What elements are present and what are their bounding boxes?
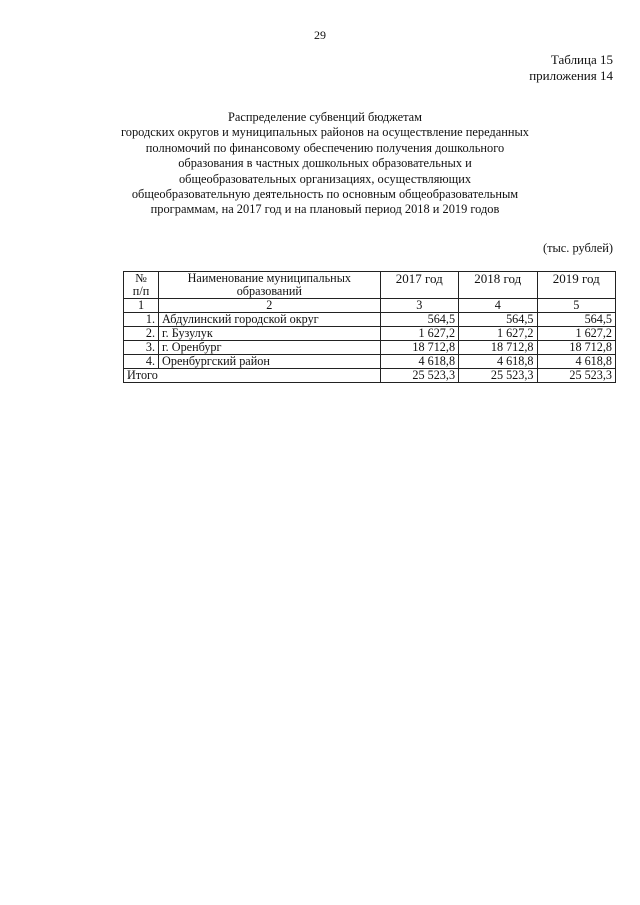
table-row — [124, 313, 616, 327]
row-number: 4. — [124, 355, 159, 369]
table-reference — [529, 52, 613, 84]
total-row — [124, 369, 616, 383]
column-index: 3 — [380, 299, 458, 313]
header-number-symbol: № — [135, 271, 147, 285]
row-value-2017: 18 712,8 — [380, 341, 458, 355]
row-name: г. Оренбург — [159, 341, 381, 355]
row-value-2019: 564,5 — [537, 313, 616, 327]
title-line: образования в частных дошкольных образовательных и — [178, 156, 472, 171]
column-index: 4 — [459, 299, 537, 313]
row-value-2017: 4 618,8 — [380, 355, 458, 369]
title-line: городских округов и муниципальных районов на осуществление переданных — [120, 125, 530, 140]
row-value-2018: 18 712,8 — [459, 341, 537, 355]
row-name: г. Бузулук — [159, 327, 381, 341]
table-label: Таблица 15 — [550, 52, 613, 67]
row-value-2019: 4 618,8 — [537, 355, 616, 369]
row-value-2017: 1 627,2 — [380, 327, 458, 341]
row-name: Оренбургский район — [159, 355, 381, 369]
row-name: Абдулинский городской округ — [159, 313, 381, 327]
row-number: 2. — [124, 327, 159, 341]
header-number — [124, 272, 159, 299]
row-value-2017: 564,5 — [380, 313, 458, 327]
table-header-row — [124, 272, 616, 299]
header-2019: 2019 год — [537, 272, 616, 299]
row-number: 1. — [124, 313, 159, 327]
header-name-line: Наименование муниципальных — [187, 271, 351, 285]
title-line: программам, на 2017 год и на плановый период 2018 и 2019 годов — [150, 202, 500, 217]
page-number: 29 — [314, 28, 326, 42]
row-value-2018: 4 618,8 — [459, 355, 537, 369]
table-row — [124, 341, 616, 355]
column-index: 5 — [537, 299, 616, 313]
header-name-line: образований — [236, 284, 302, 298]
appendix-label: приложения 14 — [529, 68, 613, 83]
row-value-2019: 18 712,8 — [537, 341, 616, 355]
row-number: 3. — [124, 341, 159, 355]
units-label: (тыс. рублей) — [542, 241, 613, 255]
total-value-2017: 25 523,3 — [380, 369, 458, 383]
total-value-2018: 25 523,3 — [459, 369, 537, 383]
total-label: Итого — [124, 369, 381, 383]
title-line: полномочий по финансовому обеспечению получения дошкольного — [145, 140, 505, 155]
header-number-abbr: п/п — [132, 284, 150, 298]
table-row — [124, 355, 616, 369]
title-line: общеобразовательных организациях, осуществляющих — [178, 171, 472, 186]
total-value-2019: 25 523,3 — [537, 369, 616, 383]
title-line: общеобразовательную деятельность по основным общеобразовательным — [131, 187, 519, 202]
column-index: 1 — [124, 299, 159, 313]
document-title — [90, 110, 560, 218]
column-index: 2 — [159, 299, 381, 313]
row-value-2018: 1 627,2 — [459, 327, 537, 341]
header-name — [159, 272, 381, 299]
header-2018: 2018 год — [459, 272, 537, 299]
table-row — [124, 327, 616, 341]
title-line: Распределение субвенций бюджетам — [227, 110, 422, 124]
column-index-row — [124, 299, 616, 313]
row-value-2019: 1 627,2 — [537, 327, 616, 341]
header-2017: 2017 год — [380, 272, 458, 299]
row-value-2018: 564,5 — [459, 313, 537, 327]
subvention-table — [123, 271, 616, 383]
